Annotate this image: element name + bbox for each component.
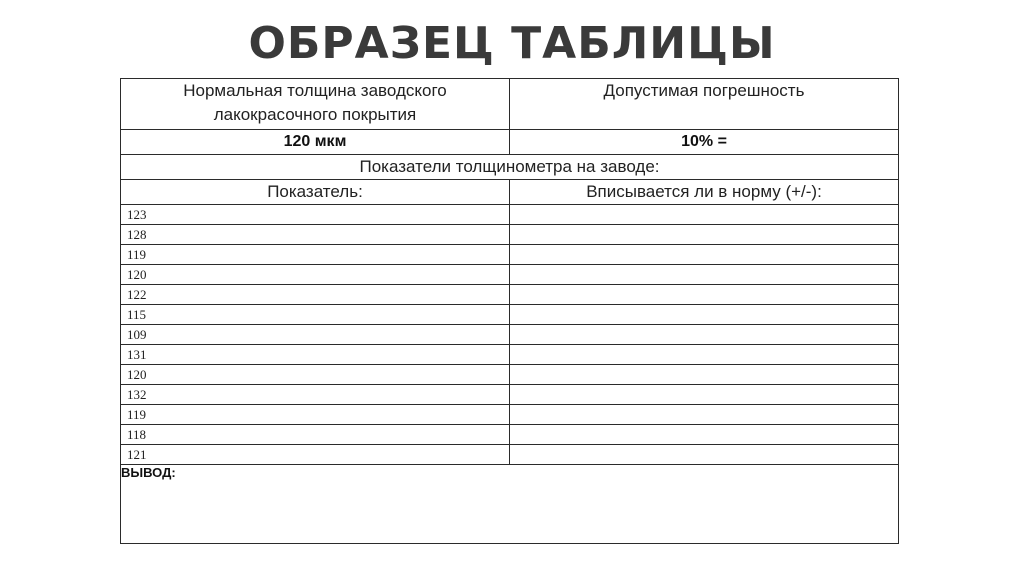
fits-norm-column-header: Вписывается ли в норму (+/-): [510,180,899,205]
conclusion-cell[interactable] [121,465,899,544]
reading-cell[interactable]: 132 [121,385,510,405]
table-row [121,445,899,465]
measurement-table [120,78,899,544]
table-row [121,225,899,245]
conclusion-label: ВЫВОД: [121,465,176,480]
reading-cell[interactable]: 115 [121,305,510,325]
table-row [121,305,899,325]
nominal-thickness-header [121,79,510,130]
fits-norm-cell[interactable] [510,425,899,445]
section-title: Показатели толщинометра на заводе: [121,155,899,180]
table-row [121,205,899,225]
table-row [121,265,899,285]
reading-column-header: Показатель: [121,180,510,205]
fits-norm-cell[interactable] [510,285,899,305]
reading-cell[interactable]: 120 [121,265,510,285]
fits-norm-cell[interactable] [510,345,899,365]
tolerance-header [510,79,899,130]
fits-norm-cell[interactable] [510,365,899,385]
nominal-thickness-header-text: Нормальная толщина заводского лакокрасочного покрытия [183,81,447,124]
table-row [121,325,899,345]
fits-norm-cell[interactable] [510,445,899,465]
tolerance-value[interactable]: 10% = [510,130,899,155]
reading-cell[interactable]: 119 [121,405,510,425]
table-row [121,285,899,305]
reading-cell[interactable]: 123 [121,205,510,225]
header-row [121,79,899,130]
page-title: ОБРАЗЕЦ ТАБЛИЦЫ [248,18,776,69]
values-row [121,130,899,155]
fits-norm-cell[interactable] [510,245,899,265]
table-row [121,245,899,265]
section-title-row [121,155,899,180]
reading-cell[interactable]: 119 [121,245,510,265]
table-row [121,365,899,385]
fits-norm-cell[interactable] [510,265,899,285]
fits-norm-cell[interactable] [510,305,899,325]
column-header-row [121,180,899,205]
table-row [121,425,899,445]
reading-cell[interactable]: 128 [121,225,510,245]
table-row [121,345,899,365]
table-row [121,405,899,425]
nominal-thickness-value[interactable]: 120 мкм [121,130,510,155]
tolerance-header-text: Допустимая погрешность [603,81,805,100]
reading-cell[interactable]: 121 [121,445,510,465]
fits-norm-cell[interactable] [510,385,899,405]
fits-norm-cell[interactable] [510,205,899,225]
reading-cell[interactable]: 131 [121,345,510,365]
fits-norm-cell[interactable] [510,325,899,345]
conclusion-row [121,465,899,544]
reading-cell[interactable]: 118 [121,425,510,445]
fits-norm-cell[interactable] [510,405,899,425]
reading-cell[interactable]: 109 [121,325,510,345]
fits-norm-cell[interactable] [510,225,899,245]
reading-cell[interactable]: 122 [121,285,510,305]
table-row [121,385,899,405]
reading-cell[interactable]: 120 [121,365,510,385]
